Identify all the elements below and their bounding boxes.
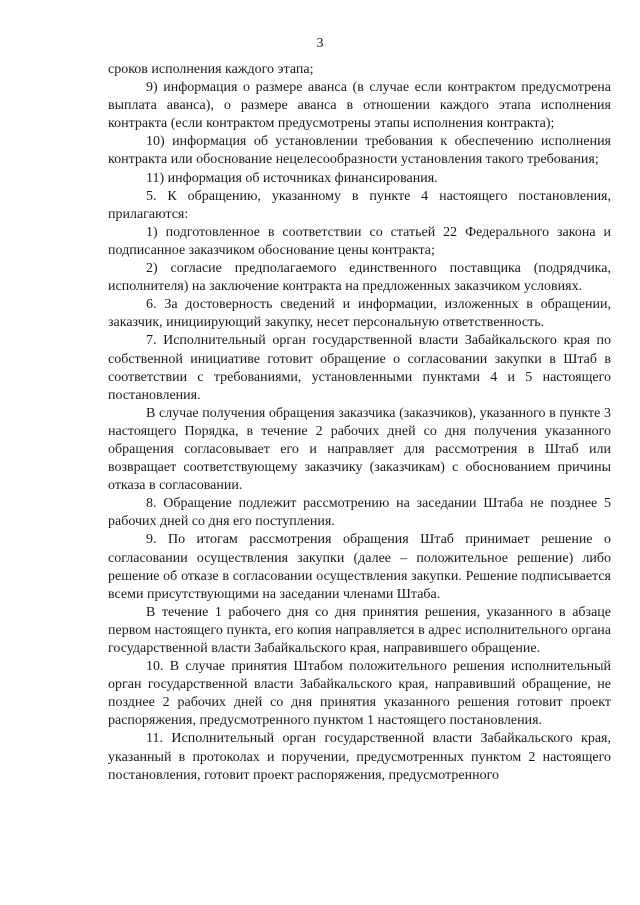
paragraph-point-8: 8. Обращение подлежит рассмотрению на заседании Штаба не позднее 5 рабочих дней со дня его поступления. [108, 496, 611, 530]
paragraph-point-10: 10. В случае принятия Штабом положительного решения исполнительный орган государственной власти Забайкальского края, направивший обращение, не позднее 2 рабочих дней со дня принятия указанного решения готовит проект распоряжения, предусмотренного пунктом 1 настоящего постановления. [108, 659, 611, 729]
paragraph-item-9-advance: 9) информация о размере аванса (в случае если контрактом предусмотрена выплата аванса), о размере аванса в отношении каждого этапа исполнения контракта (если контрактом предусмотрены этапы исполнения контракта); [108, 80, 611, 132]
paragraph-point-5-sub-2: 2) согласие предполагаемого единственного поставщика (подрядчика, исполнителя) на заключение контракта на предложенных заказчиком условиях. [108, 261, 611, 295]
paragraph-item-10-security: 10) информация об установлении требования к обеспечению исполнения контракта или обоснование нецелесообразности установления такого требования; [108, 134, 611, 168]
paragraph-point-9: 9. По итогам рассмотрения обращения Штаб принимает решение о согласовании осуществления закупки (далее – положительное решение) либо решение об отказе в согласовании осуществления закупки. Решение подписывается всеми присутствующими на заседании членами Штаба. [108, 532, 611, 602]
paragraph-continuation: сроков исполнения каждого этапа; [108, 62, 314, 77]
page-number: 3 [316, 36, 324, 51]
paragraph-item-11-funding: 11) информация об источниках финансирования. [146, 170, 438, 186]
paragraph-point-5: 5. К обращению, указанному в пункте 4 настоящего постановления, прилагаются: [108, 188, 611, 222]
paragraph-point-6: 6. За достоверность сведений и информации, изложенных в обращении, заказчик, инициирующий закупку, несет персональную ответственность. [108, 297, 611, 331]
document-body [108, 61, 611, 785]
paragraph-point-11: 11. Исполнительный орган государственной власти Забайкальского края, указанный в протоколах и поручении, предусмотренных пунктом 2 настоящего постановления, готовит проект распоряжения, предусмотренного [108, 731, 611, 783]
paragraph-point-9-cont: В течение 1 рабочего дня со дня принятия решения, указанного в абзаце первом настоящего пункта, его копия направляется в адрес исполнительного органа государственной власти Забайкальского края, направившего обращение. [108, 604, 611, 656]
paragraph-point-7-cont: В случае получения обращения заказчика (заказчиков), указанного в пункте 3 настоящего Порядка, в течение 2 рабочих дней со дня получения указанного обращения согласовывает его и направляет для рассмотрения в Штаб или возвращает соответствующему заказчику (заказчикам) с обоснованием причины отказа в согласовании. [108, 405, 611, 494]
paragraph-point-7: 7. Исполнительный орган государственной власти Забайкальского края по собственной инициативе готовит обращение о согласовании закупки в Штаб в соответствии с требованиями, установленными пунктами 4 и 5 настоящего постановления. [108, 333, 611, 403]
paragraph-point-5-sub-1: 1) подготовленное в соответствии со статьей 22 Федерального закона и подписанное заказчиком обоснование цены контракта; [108, 224, 611, 258]
